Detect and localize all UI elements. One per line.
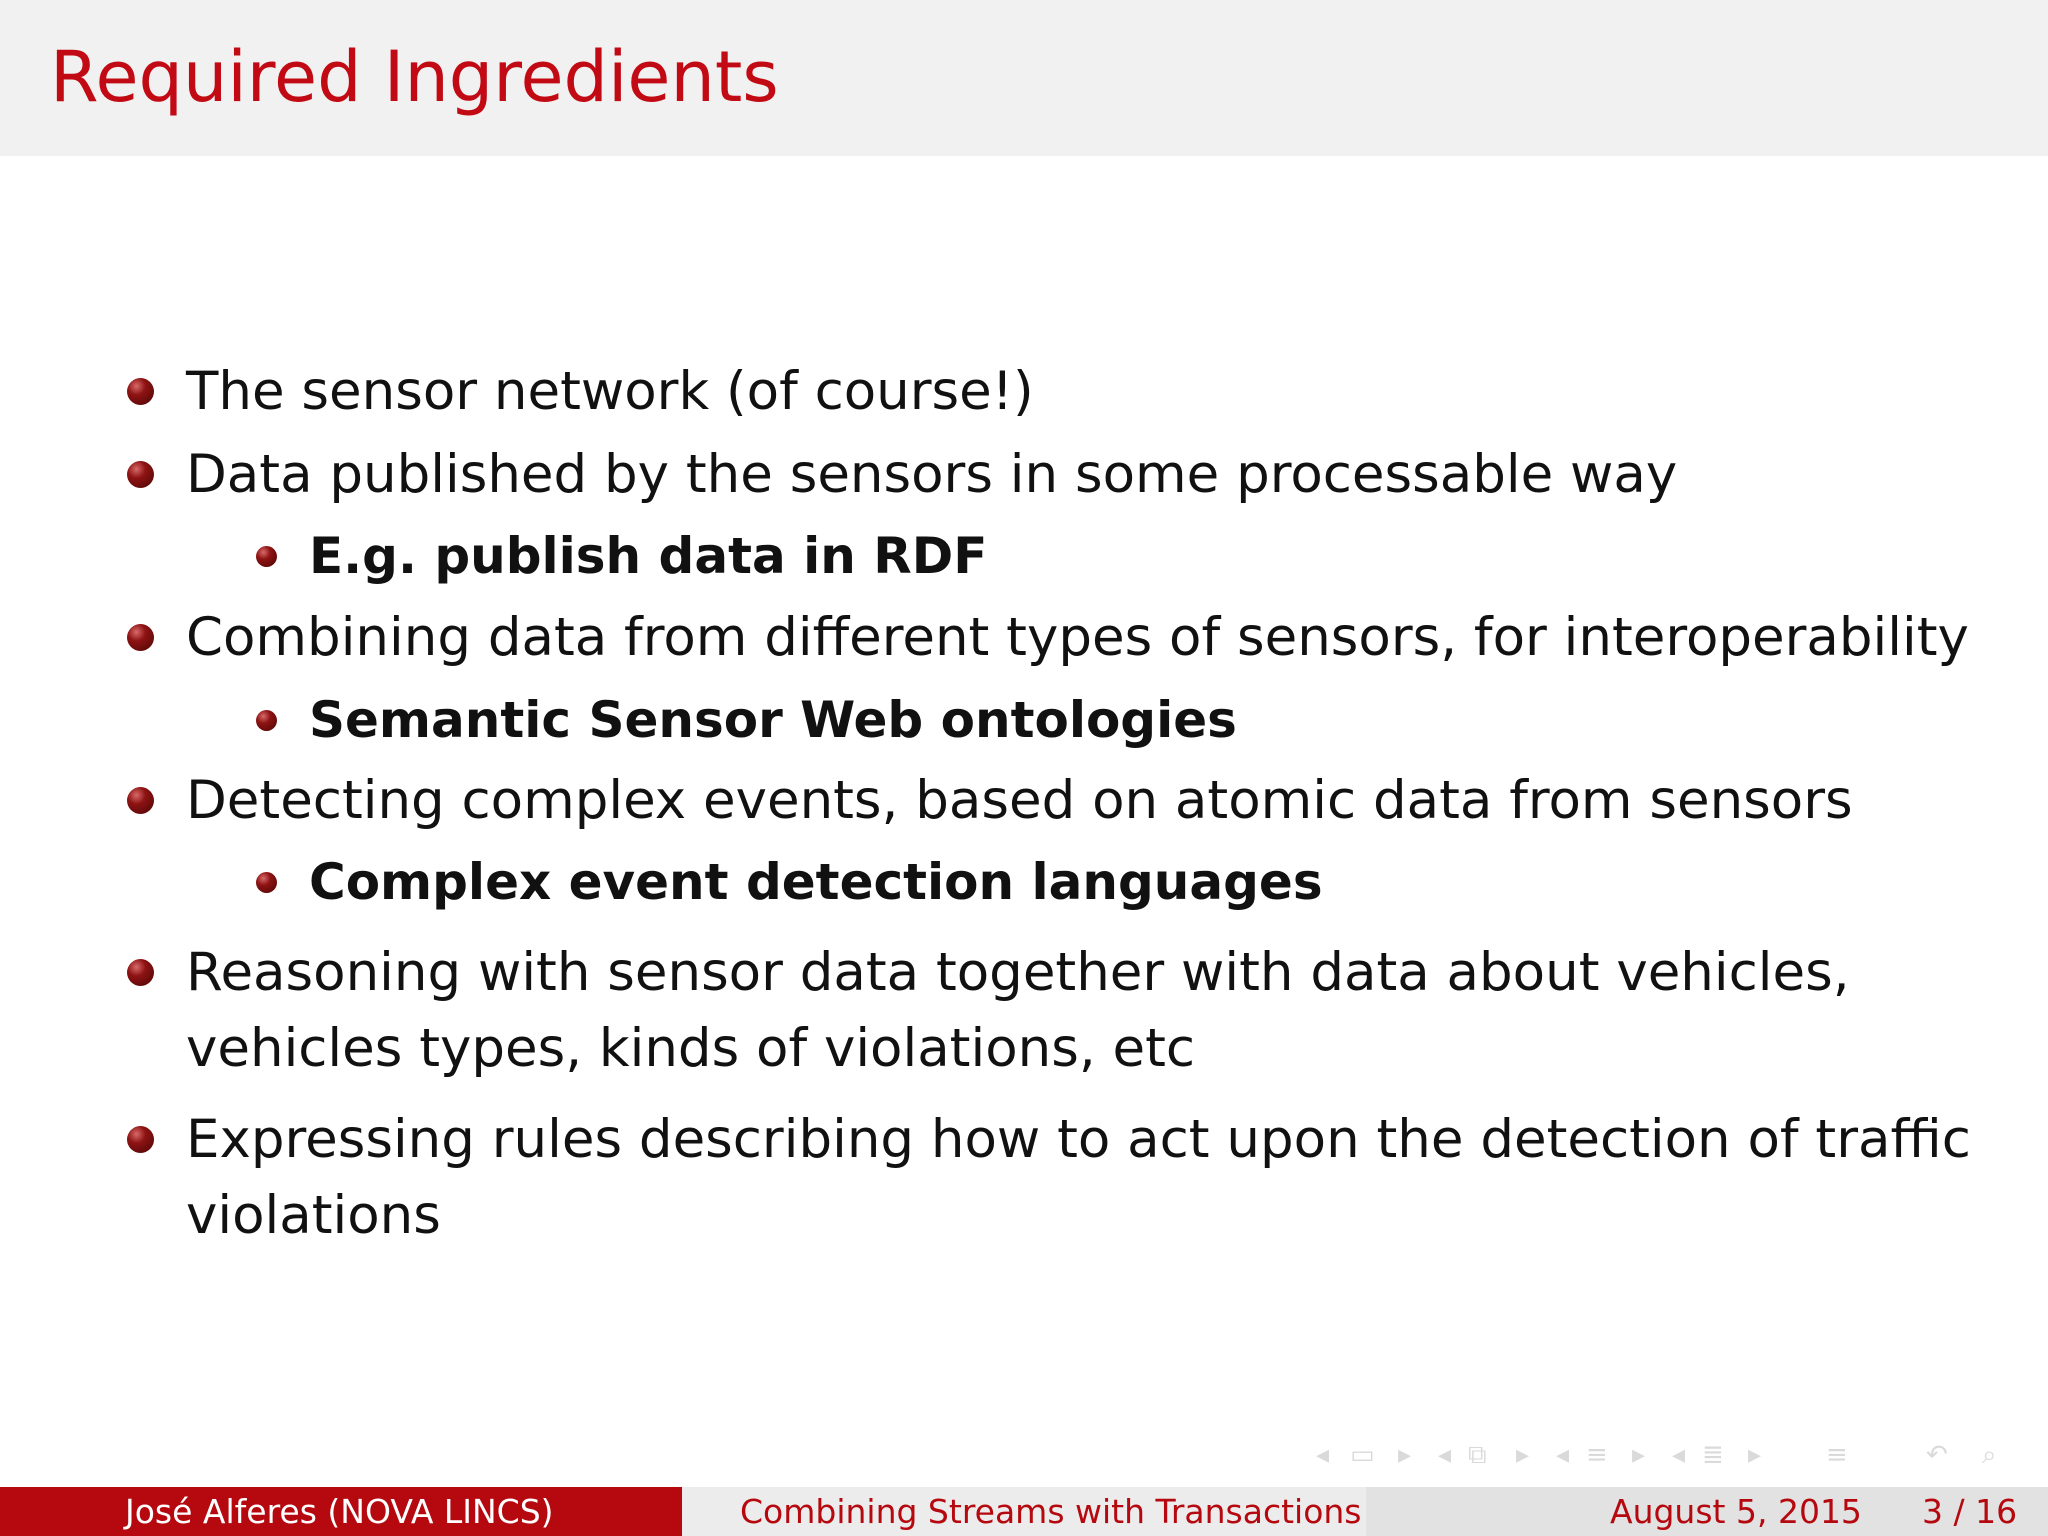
sub-bullet-item <box>309 844 1323 920</box>
bullet-item <box>186 600 1969 676</box>
bullet-line: violations <box>186 1185 441 1246</box>
nav-next-icon[interactable]: ▸ <box>1398 1440 1412 1470</box>
section-icon[interactable]: ≡ <box>1586 1440 1608 1470</box>
bullet-line: Semantic Sensor Web ontologies <box>309 691 1237 749</box>
nav-next-icon[interactable]: ▸ <box>1748 1440 1762 1470</box>
bullet-icon <box>127 461 154 488</box>
bullet-line: Data published by the sensors in some processable way <box>186 444 1678 505</box>
search-icon[interactable]: ⌕ <box>1982 1440 1997 1470</box>
footer-page-number: 3 / 16 <box>1922 1492 2018 1531</box>
sub-bullet-icon <box>256 546 277 567</box>
bullet-item <box>186 354 1034 430</box>
bullet-icon <box>127 378 154 405</box>
nav-next-icon[interactable]: ▸ <box>1632 1440 1646 1470</box>
sub-bullet-icon <box>256 710 277 731</box>
bullet-item <box>186 1102 1971 1254</box>
bullet-item <box>186 935 1850 1087</box>
sub-bullet-item <box>309 518 987 594</box>
bullet-icon <box>127 787 154 814</box>
footer-author: José Alferes (NOVA LINCS) <box>125 1492 554 1531</box>
nav-next-icon[interactable]: ▸ <box>1516 1440 1530 1470</box>
bullet-item <box>186 437 1677 513</box>
bullet-icon <box>127 1126 154 1153</box>
bullet-line: Complex event detection languages <box>309 853 1323 911</box>
title-bar <box>0 0 2048 156</box>
footer-title-segment <box>682 1487 1366 1536</box>
footer-talk-title: Combining Streams with Transactions <box>740 1492 1362 1531</box>
nav-prev-icon[interactable]: ◂ <box>1438 1440 1452 1470</box>
bullet-icon <box>127 624 154 651</box>
bullet-line: vehicles types, kinds of violations, etc <box>186 1018 1196 1079</box>
bullet-line: Reasoning with sensor data together with data about vehicles, <box>186 942 1850 1003</box>
nav-prev-icon[interactable]: ◂ <box>1556 1440 1570 1470</box>
bullet-line: The sensor network (of course!) <box>186 361 1034 422</box>
bullet-line: E.g. publish data in RDF <box>309 527 988 585</box>
footer-date: August 5, 2015 <box>1610 1492 1862 1531</box>
bullet-line: Detecting complex events, based on atomic data from sensors <box>186 770 1853 831</box>
sub-bullet-icon <box>256 872 277 893</box>
back-icon[interactable]: ↶ <box>1926 1440 1948 1470</box>
outline-icon[interactable]: ≣ <box>1702 1440 1724 1470</box>
toc-icon[interactable]: ≡ <box>1826 1440 1848 1470</box>
frame-icon[interactable]: ▭ <box>1350 1440 1375 1470</box>
footer-date-segment <box>1366 1487 2048 1536</box>
bullet-icon <box>127 959 154 986</box>
nav-prev-icon[interactable]: ◂ <box>1316 1440 1330 1470</box>
sub-bullet-item <box>309 682 1237 758</box>
nav-prev-icon[interactable]: ◂ <box>1672 1440 1686 1470</box>
bullet-item <box>186 763 1853 839</box>
footer-author-segment <box>0 1487 682 1536</box>
footer-bar <box>0 1487 2048 1536</box>
bullet-line: Expressing rules describing how to act upon the detection of traffic <box>186 1109 1971 1170</box>
slide-title: Required Ingredients <box>50 36 779 118</box>
bullet-line: Combining data from different types of sensors, for interoperability <box>186 607 1969 668</box>
subsection-icon[interactable]: ⧉ <box>1468 1440 1487 1470</box>
